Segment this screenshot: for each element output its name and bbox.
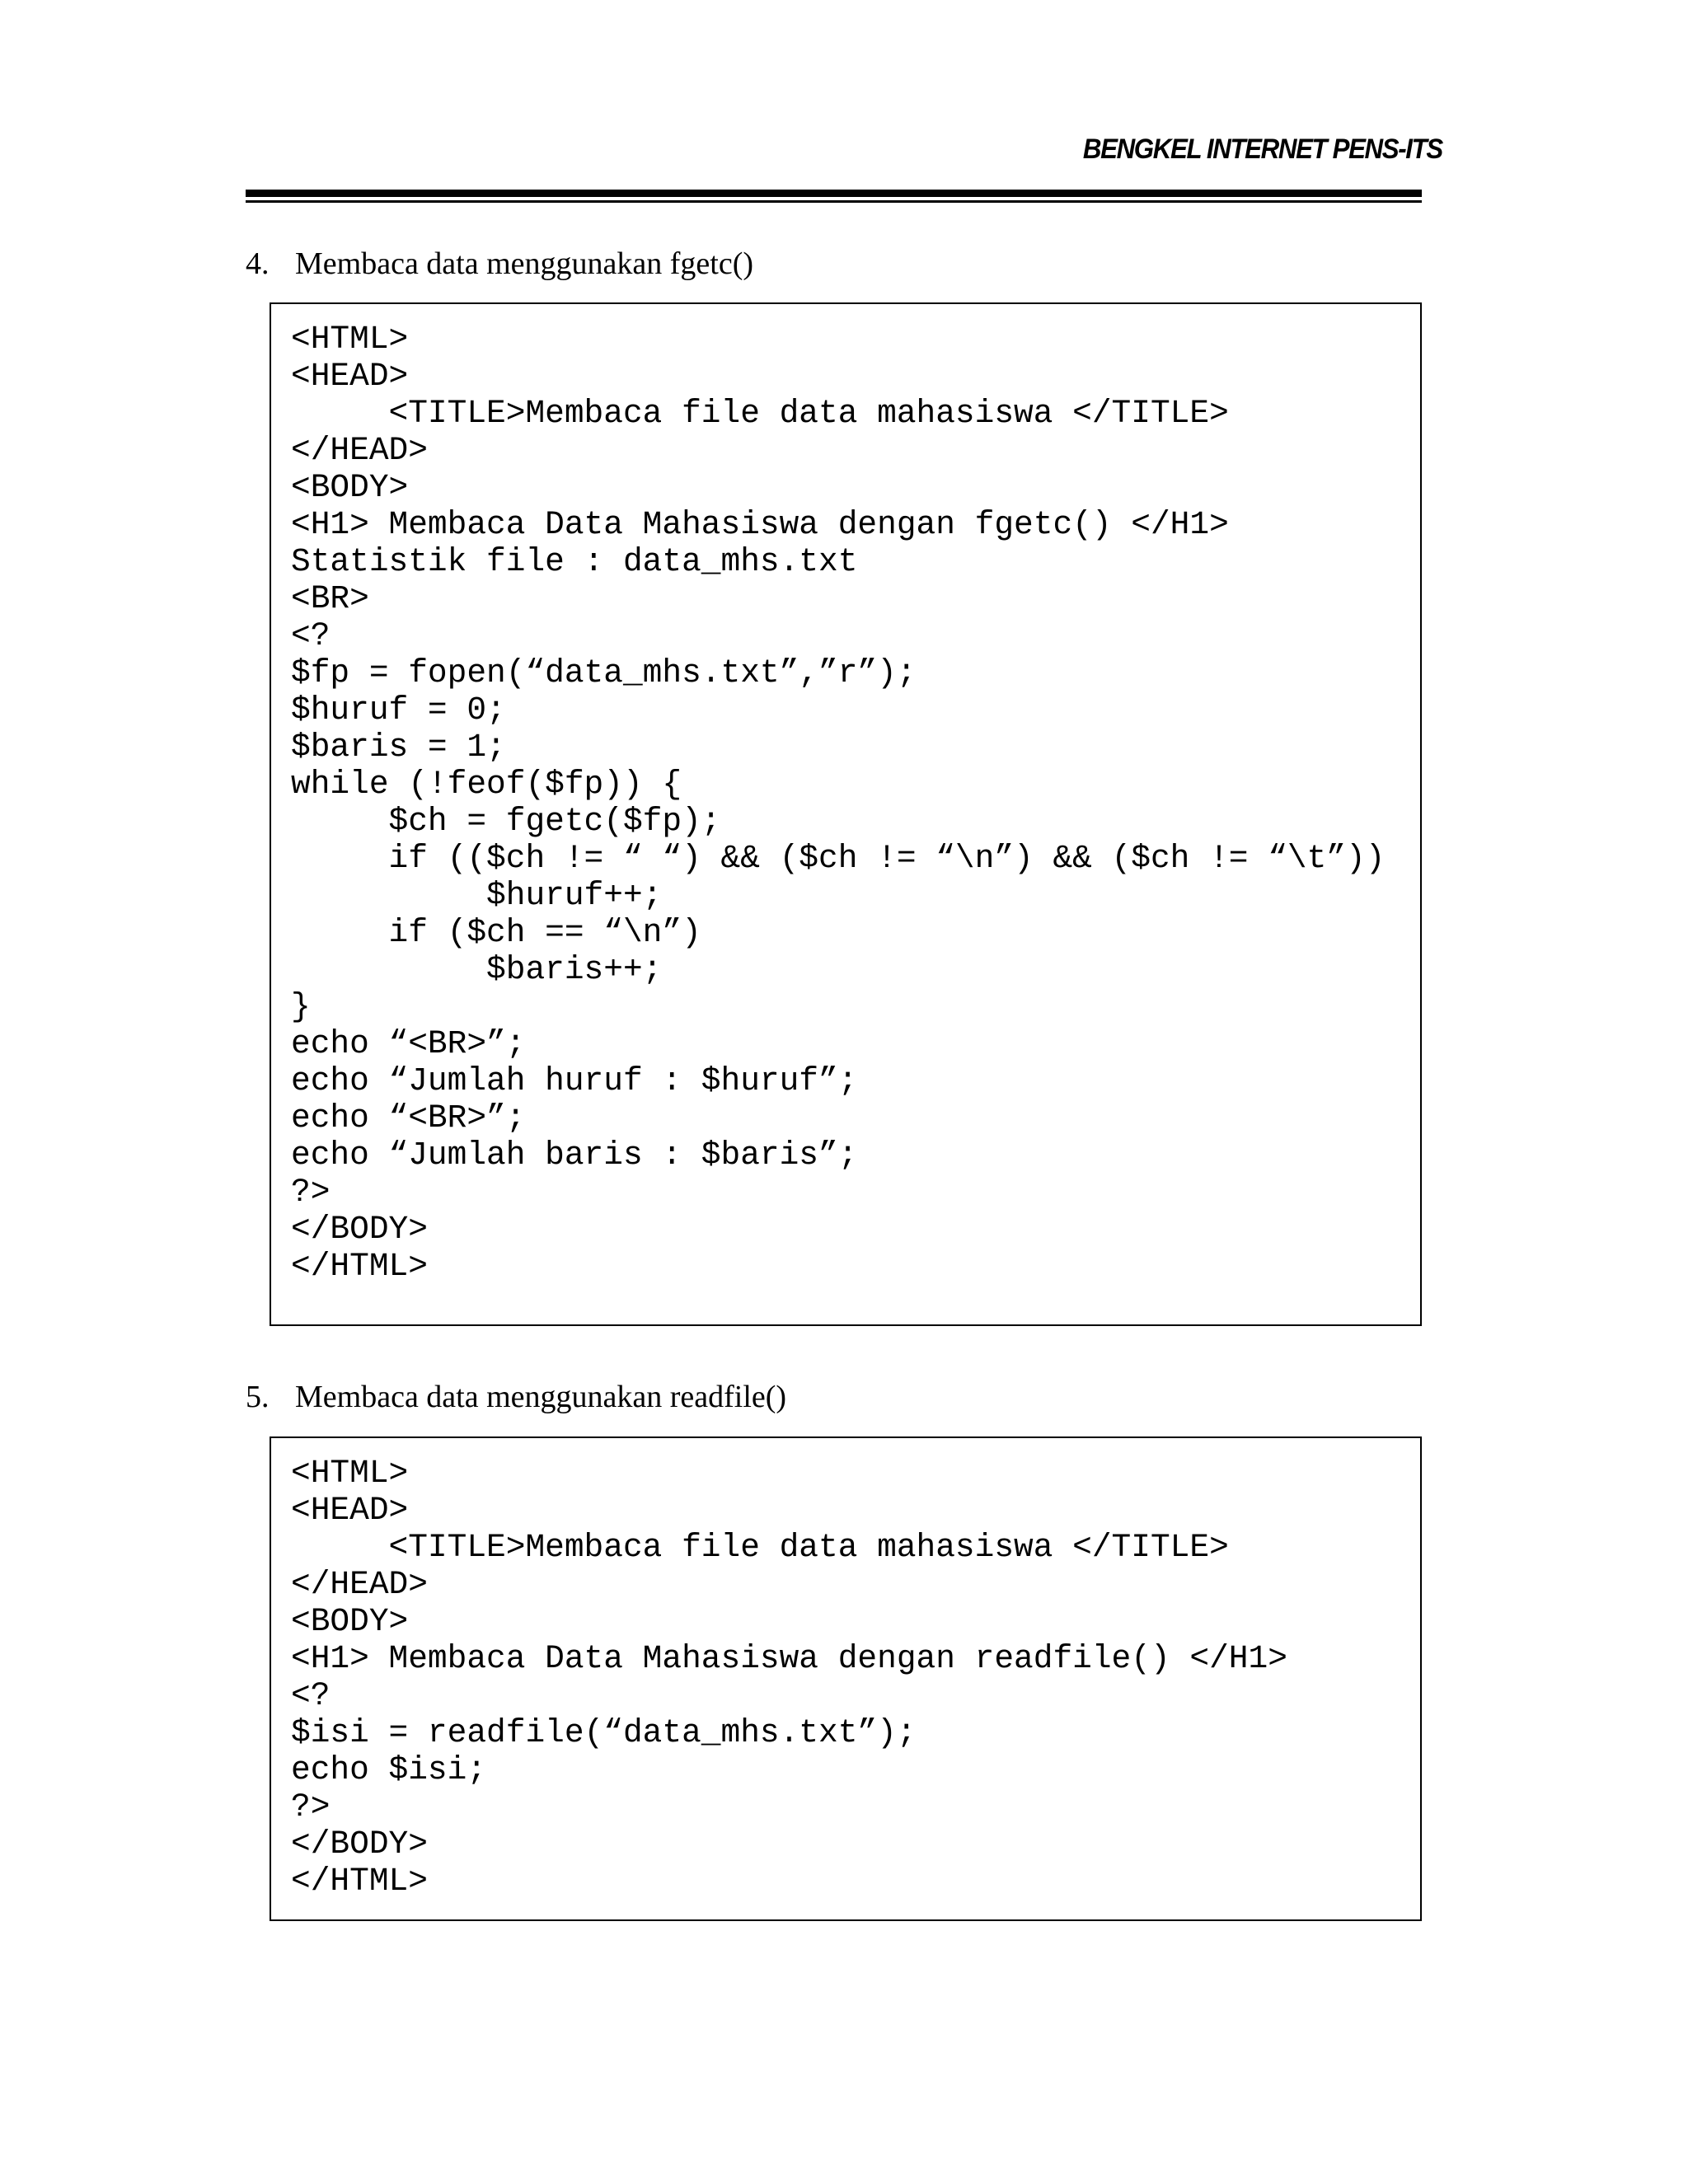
section-title: Membaca data menggunakan fgetc() (295, 246, 754, 281)
section-number: 5. (246, 1380, 270, 1414)
section-heading-4 (246, 246, 753, 282)
code-box-fgetc (270, 302, 1422, 1326)
page-header-title: BENGKEL INTERNET PENS-ITS (1083, 134, 1442, 165)
section-title: Membaca data menggunakan readfile() (295, 1380, 787, 1414)
code-listing-readfile: <HTML> <HEAD> <TITLE>Membaca file data mahasiswa </TITLE> </HEAD> <BODY> <H1> Membaca Data Mahasiswa dengan readfile() </H1> <? $isi = readfile(“data_mhs.txt”); echo $isi; ?> </BODY> </HTML> (291, 1455, 1287, 1900)
header-rule-thin (246, 200, 1422, 203)
section-number: 4. (246, 246, 270, 281)
code-listing-fgetc: <HTML> <HEAD> <TITLE>Membaca file data mahasiswa </TITLE> </HEAD> <BODY> <H1> Membaca Data Mahasiswa dengan fgetc() </H1> Statistik file : data_mhs.txt <BR> <? $fp = fopen(“data_mhs.txt”,”r”); $huruf = 0; $baris = 1; while (!feof($fp)) { $ch = fgetc($fp); if (($ch != “ “) && ($ch != “\n”) && ($ch != “\t”)) $huruf++; if ($ch == “\n”) $baris++; } echo “<BR>”; echo “Jumlah huruf : $huruf”; echo “<BR>”; echo “Jumlah baris : $baris”; ?> </BODY> </HTML> (291, 321, 1386, 1285)
section-heading-5 (246, 1379, 786, 1415)
header-rule-thick (246, 190, 1422, 197)
code-box-readfile (270, 1436, 1422, 1921)
